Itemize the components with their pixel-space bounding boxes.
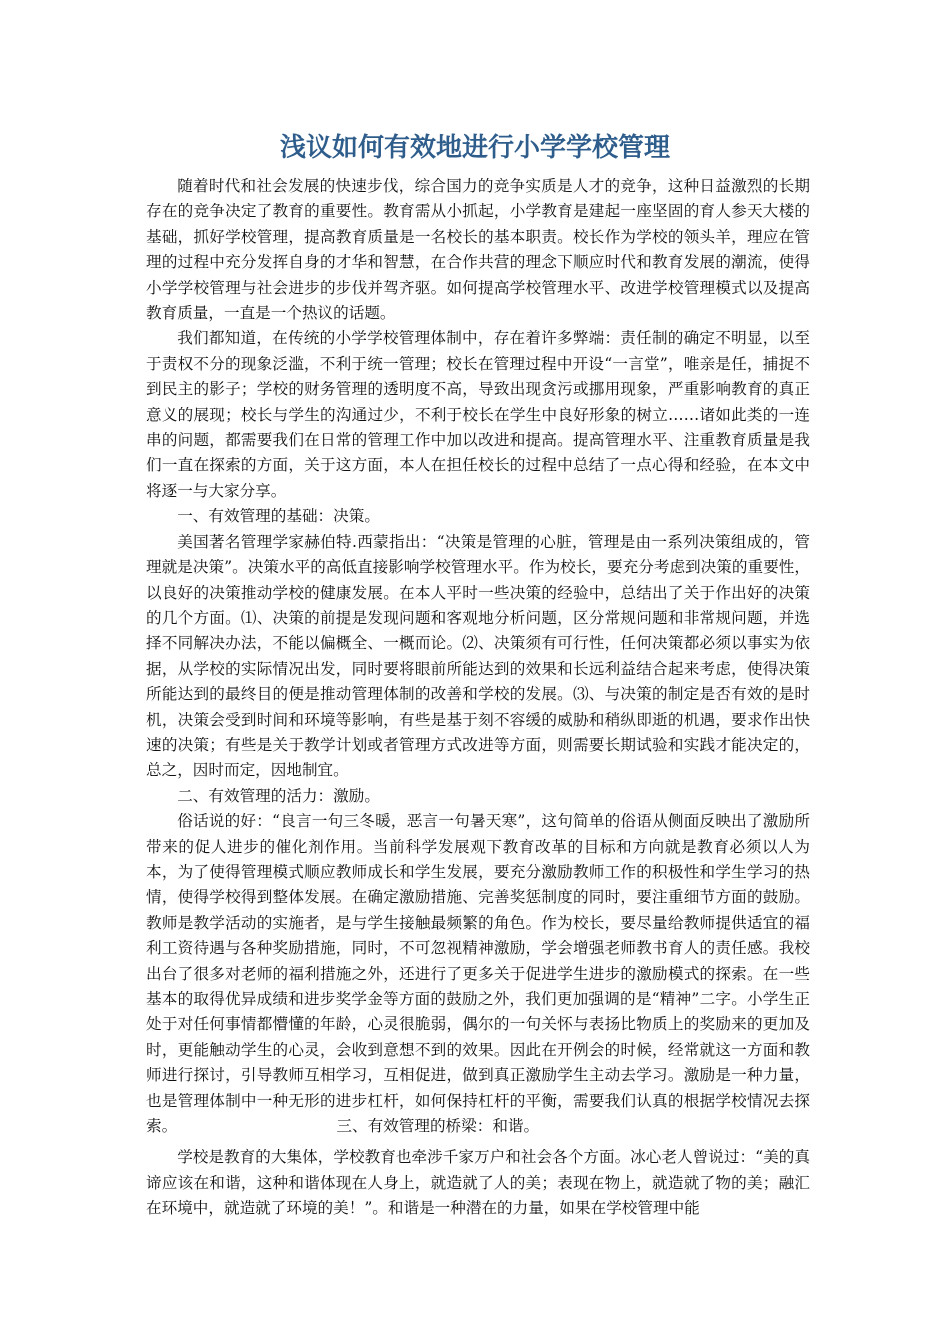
decision-paragraph: 美国著名管理学家赫伯特.西蒙指出：“决策是管理的心脏，管理是由一系列决策组成的，管理就是决策”。决策水平的高低直接影响学校管理水平。作为校长，要充分考虑到决策的重要性，以良好的决策推动学校的健康发展。在本人平时一些决策的经验中，总结出了关于作出好的决策的几个方面。⑴、决策的前提是发现问题和客观地分析问题，区分常规问题和非常规问题，并选择不同解决办法，不能以偏概全、一概而论。⑵、决策须有可行性，任何决策都必须以事实为依据，从学校的实际情况出发，同时要将眼前所能达到的效果和长远利益结合起来考虑，使得决策所能达到的最终目的便是推动管理体制的改善和学校的发展。⑶、与决策的制定是否有效的是时机，决策会受到时间和环境等影响，有些是基于刻不容缓的威胁和稍纵即逝的机遇，要求作出快速的决策；有些是关于教学计划或者管理方式改进等方面，则需要长期试验和实践才能决定的，总之，因时而定，因地制宜。: [146, 532, 810, 780]
section-heading-incentive: 二、有效管理的活力：激励。: [177, 786, 380, 805]
section-heading-decision: 一、有效管理的基础：决策。: [177, 507, 380, 526]
intro-paragraph: 随着时代和社会发展的快速步伐，综合国力的竞争实质是人才的竞争，这种日益激烈的长期存在的竞争决定了教育的重要性。教育需从小抓起，小学教育是建起一座坚固的育人参天大楼的基础，抓好学校管理，提高教育质量是一名校长的基本职责。校长作为学校的领头羊，理应在管理的过程中充分发挥自身的才华和智慧，在合作共营的理念下顺应时代和教育发展的潮流，使得小学学校管理与社会进步的步伐并驾齐驱。如何提高学校管理水平、改进学校管理模式以及提高教育质量，一直是一个热议的话题。: [146, 177, 810, 323]
section-heading-harmony: 三、有效管理的桥梁：和谐。: [336, 1117, 540, 1136]
problems-paragraph: 我们都知道，在传统的小学学校管理体制中，存在着许多弊端：责任制的确定不明显，以至于责权不分的现象泛滥，不利于统一管理；校长在管理过程中开设“一言堂”，唯亲是任，捕捉不到民主的影子；学校的财务管理的透明度不高，导致出现贪污或挪用现象，严重影响教育的真正意义的展现；校长与学生的沟通过少，不利于校长在学生中良好形象的树立……诸如此类的一连串的问题，都需要我们在日常的管理工作中加以改进和提高。提高管理水平、注重教育质量是我们一直在探索的方面，关于这方面，本人在担任校长的过程中总结了一点心得和经验，在本文中将逐一与大家分享。: [146, 329, 810, 500]
page-title: 浅议如何有效地进行小学学校管理: [279, 133, 670, 163]
incentive-paragraph: [146, 809, 810, 1139]
incentive-paragraph-text: 俗话说的好：“良言一句三冬暖，恶言一句暑天寒”，这句简单的俗语从侧面反映出了激励所带来的促人进步的催化剂作用。当前科学发展观下教育改革的目标和方向就是教育必须以人为本，为了使得管理模式顺应教师成长和学生发展，要充分激励教师工作的积极性和学生学习的热情，使得学校得到整体发展。在确定激励措施、完善奖惩制度的同时，要注重细节方面的鼓励。教师是教学活动的实施者，是与学生接触最频繁的角色。作为校长，要尽量给教师提供适宜的福利工资待遇与各种奖励措施，同时，不可忽视精神激励，学会增强老师教书育人的责任感。我校出台了很多对老师的福利措施之外，还进行了更多关于促进学生进步的激励模式的探索。在一些基本的取得优异成绩和进步奖学金等方面的鼓励之外，我们更加强调的是“精神”二字。小学生正处于对任何事情都懵懂的年龄，心灵很脆弱，偶尔的一句关怀与表扬比物质上的奖励来的更加及时，更能触动学生的心灵，会收到意想不到的效果。因此在开例会的时候，经常就这一方面和教师进行探讨，引导教师互相学习，互相促进，做到真正激励学生主动去学习。激励是一种力量，也是管理体制中一种无形的进步杠杆，如何保持杠杆的平衡，需要我们认真的根据学校情况去探索。: [146, 812, 810, 1136]
harmony-paragraph: 学校是教育的大集体，学校教育也牵涉千家万户和社会各个方面。冰心老人曾说过：“美的真谛应该在和谐，这种和谐体现在人身上，就造就了人的美；表现在物上，就造就了物的美；融汇在环境中，就造就了环境的美！”。和谐是一种潜在的力量，如果在学校管理中能: [146, 1148, 810, 1218]
article-body: [146, 174, 810, 1222]
